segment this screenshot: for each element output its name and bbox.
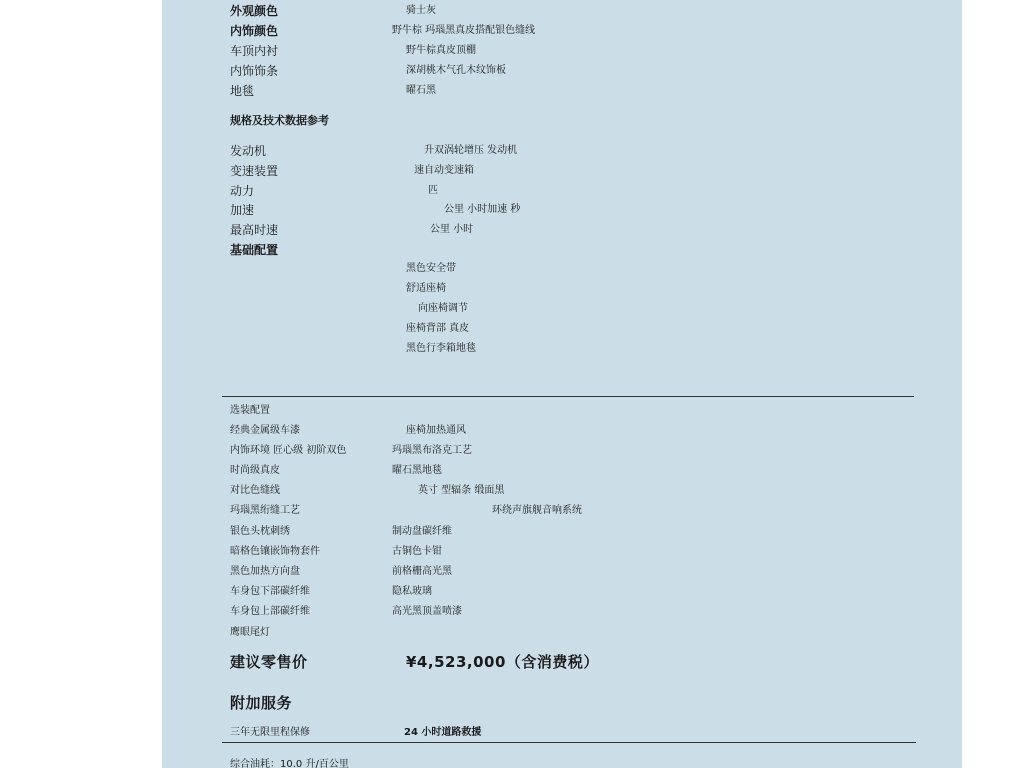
power-label: 动力: [230, 184, 255, 198]
fuel-consumption-text: 综合油耗：10.0 升/百公里: [230, 759, 349, 768]
list-item: 对比色缝线: [230, 485, 280, 496]
price-label: 建议零售价: [230, 653, 308, 671]
exterior-color-label: 外观颜色: [230, 4, 279, 18]
list-item: 玛瑙黑绗缝工艺: [230, 505, 300, 516]
transmission-label: 变速装置: [230, 164, 279, 178]
carpet-label: 地毯: [230, 84, 255, 98]
list-item: 车身包下部碳纤维: [230, 586, 310, 597]
options-heading: 选装配置: [230, 405, 270, 416]
exterior-color-value: 骑士灰: [406, 5, 436, 16]
base-config-heading: 基础配置: [230, 243, 279, 257]
headliner-label: 车顶内衬: [230, 44, 279, 58]
top-speed-value: 公里 小时: [430, 224, 474, 235]
list-item: 英寸 型辐条 缎面黑: [418, 485, 505, 496]
list-item: 玛瑙黑布洛克工艺: [392, 445, 472, 456]
list-item: 座椅加热通风: [406, 425, 466, 436]
service-heading: 附加服务: [230, 694, 293, 712]
roadside-assist-text: 24 小时道路救援: [404, 727, 482, 738]
list-item: 高光黑顶盖喷漆: [392, 606, 462, 617]
list-item: 座椅背部 真皮: [406, 323, 470, 334]
options-divider: [222, 396, 914, 397]
interior-color-label: 内饰颜色: [230, 24, 279, 38]
list-item: 环绕声旗舰音响系统: [492, 505, 582, 516]
transmission-value: 速自动变速箱: [414, 165, 474, 176]
price-value: ¥4,523,000（含消费税）: [406, 653, 599, 671]
list-item: 舒适座椅: [406, 283, 446, 294]
footer-divider: [222, 742, 916, 743]
list-item: 古铜色卡钳: [392, 546, 442, 557]
list-item: 制动盘碳纤维: [392, 526, 452, 537]
list-item: 向座椅调节: [418, 303, 468, 314]
list-item: 前格栅高光黑: [392, 566, 452, 577]
list-item: 鹰眼尾灯: [230, 627, 270, 638]
power-value: 匹: [428, 185, 438, 196]
list-item: 内饰环境 匠心级 初阶双色: [230, 445, 347, 456]
list-item: 曜石黑地毯: [392, 465, 442, 476]
acceleration-label: 加速: [230, 203, 255, 217]
list-item: 银色头枕刺绣: [230, 526, 290, 537]
list-item: 黑色安全带: [406, 263, 456, 274]
list-item: 黑色加热方向盘: [230, 566, 300, 577]
list-item: 经典金属级车漆: [230, 425, 300, 436]
list-item: 暗格色镶嵌饰物套件: [230, 546, 320, 557]
engine-value: 升双涡轮增压 发动机: [424, 145, 518, 156]
trim-value: 深胡桃木气孔木纹饰板: [406, 65, 506, 76]
warranty-text: 三年无限里程保修: [230, 727, 310, 738]
acceleration-value: 公里 小时加速 秒: [444, 204, 521, 215]
trim-label: 内饰饰条: [230, 64, 279, 78]
top-speed-label: 最高时速: [230, 223, 279, 237]
headliner-value: 野牛棕真皮顶棚: [406, 45, 476, 56]
engine-label: 发动机: [230, 144, 267, 158]
carpet-value: 曜石黑: [406, 85, 436, 96]
interior-color-value: 野牛棕 玛瑙黑真皮搭配银色缝线: [392, 25, 536, 36]
list-item: 车身包上部碳纤维: [230, 606, 310, 617]
spec-heading: 规格及技术数据参考: [230, 114, 329, 127]
list-item: 黑色行李箱地毯: [406, 343, 476, 354]
list-item: 时尚级真皮: [230, 465, 280, 476]
spec-sheet-page: [162, 0, 962, 768]
list-item: 隐私玻璃: [392, 586, 432, 597]
